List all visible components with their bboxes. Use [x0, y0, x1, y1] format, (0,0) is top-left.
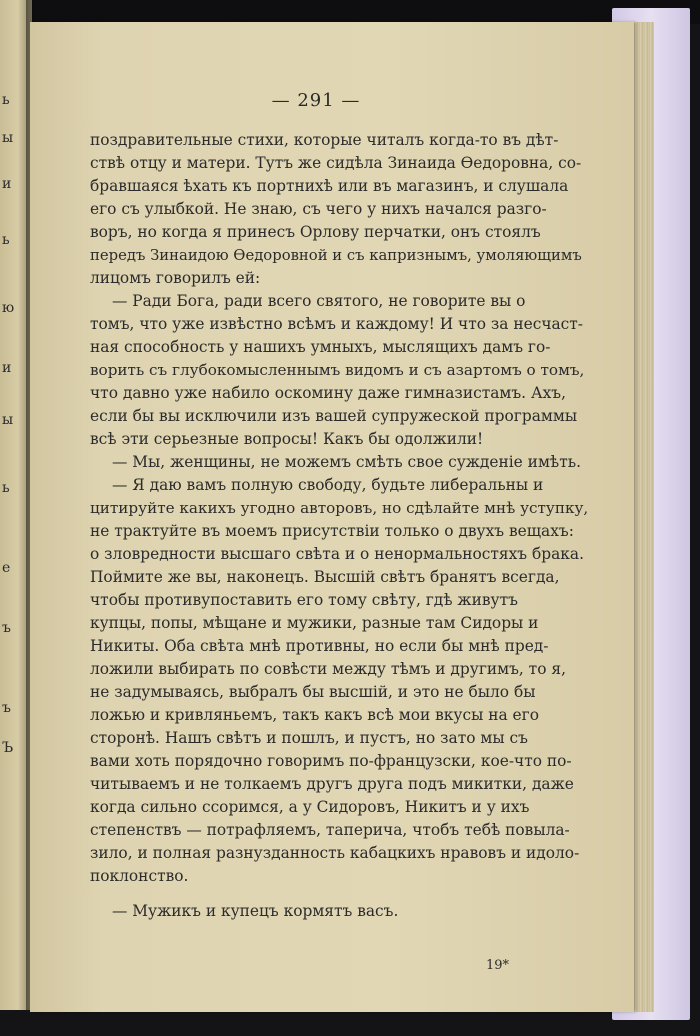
left-page-fragment: и — [2, 176, 12, 192]
text-line: Поймите же вы, наконецъ. Высшій свѣтъ бранятъ всегда, — [90, 568, 560, 586]
left-page-fragment: ы — [2, 412, 14, 428]
text-line: ворить съ глубокомысленнымъ видомъ и съ азартомъ о томъ, — [90, 361, 585, 379]
left-page-fragment: и — [2, 360, 12, 376]
text-line: бравшаяся ѣхать къ портнихѣ или въ магазинъ, и слушала — [90, 177, 569, 195]
left-page-fragment: ъ — [2, 620, 11, 636]
text-line: если бы вы исключили изъ вашей супружеской программы — [90, 407, 578, 425]
text-line: поклонство. — [90, 867, 189, 885]
book-page — [30, 22, 634, 1012]
left-page-fragment: ь — [2, 232, 10, 248]
text-line: ложью и кривляньемъ, такъ какъ всѣ мои вкусы на его — [90, 706, 539, 724]
text-line: передъ Зинаидою Ѳедоровной и съ капризнымъ, умоляющимъ — [90, 247, 582, 264]
text-line: всѣ эти серьезные вопросы! Какъ бы одолжили! — [90, 430, 484, 448]
text-line: о зловредности высшаго свѣта и о ненормальностяхъ брака. — [90, 545, 584, 563]
signature-mark: 19* — [486, 958, 510, 973]
text-line: — Мы, женщины, не можемъ смѣть свое сужденіе имѣть. — [112, 453, 581, 471]
text-line: вами хоть порядочно говоримъ по-французски, кое-что по- — [90, 752, 572, 770]
text-line: степенствъ — потрафляемъ, таперича, чтобъ тебѣ повыла- — [90, 821, 570, 839]
text-line: лицомъ говорилъ ей: — [90, 269, 261, 287]
text-line: купцы, попы, мѣщане и мужики, разные там Сидоры и — [90, 614, 539, 632]
left-page-fragment: ю — [2, 300, 15, 316]
text-line: томъ, что уже извѣстно всѣмъ и каждому! И что за несчаст- — [90, 315, 584, 333]
text-line: его съ улыбкой. Не знаю, съ чего у нихъ начался разго- — [90, 200, 547, 218]
left-page-fragment: Ъ — [2, 740, 14, 756]
page-number: — 291 — — [271, 90, 361, 111]
text-line: ложили выбирать по совѣсти между тѣмъ и другимъ, то я, — [90, 660, 566, 678]
left-page-fragment: ь — [2, 480, 10, 496]
text-line: — Я даю вамъ полную свободу, будьте либеральны и — [112, 476, 544, 494]
text-line: — Ради Бога, ради всего святого, не говорите вы о — [112, 292, 526, 310]
text-line: сторонѣ. Нашъ свѣтъ и пошлъ, и пустъ, но зато мы съ — [90, 729, 528, 747]
text-line: — Мужикъ и купецъ кормятъ васъ. — [112, 902, 399, 920]
text-line: когда сильно ссоримся, а у Сидоровъ, Никитъ и у ихъ — [90, 798, 530, 816]
left-page-fragment: е — [2, 560, 11, 576]
text-line: что давно уже набило оскомину даже гимназистамъ. Ахъ, — [90, 384, 566, 402]
text-line: не задумываясь, выбралъ бы высшій, и это не было бы — [90, 683, 536, 701]
text-line: цитируйте какихъ угодно авторовъ, но сдѣлайте мнѣ уступку, — [90, 499, 589, 517]
text-line: воръ, но когда я принесъ Орлову перчатки, онъ стоялъ — [90, 223, 541, 241]
text-line: поздравительные стихи, которые читалъ когда-то въ дѣт- — [90, 131, 559, 149]
text-line: зило, и полная разнузданность кабацкихъ нравовъ и идоло- — [90, 844, 580, 862]
text-line: читываемъ и не толкаемъ другъ друга подъ микитки, даже — [90, 775, 574, 793]
background-top — [0, 0, 700, 24]
text-line: ствѣ отцу и матери. Тутъ же сидѣла Зинаида Ѳедоровна, со- — [90, 154, 582, 172]
text-line: чтобы противупоставить его тому свѣту, гдѣ живутъ — [90, 591, 518, 609]
text-line: ная способность у нашихъ умныхъ, мыслящихъ дамъ го- — [90, 338, 551, 356]
left-page-fragment: ь — [2, 92, 10, 108]
left-page-fragment: ы — [2, 130, 14, 146]
left-page-fragment: ъ — [2, 700, 11, 716]
text-line: Никиты. Оба свѣта мнѣ противны, но если бы мнѣ пред- — [90, 637, 549, 655]
text-line: не трактуйте въ моемъ присутствіи только о двухъ вещахъ: — [90, 522, 574, 540]
